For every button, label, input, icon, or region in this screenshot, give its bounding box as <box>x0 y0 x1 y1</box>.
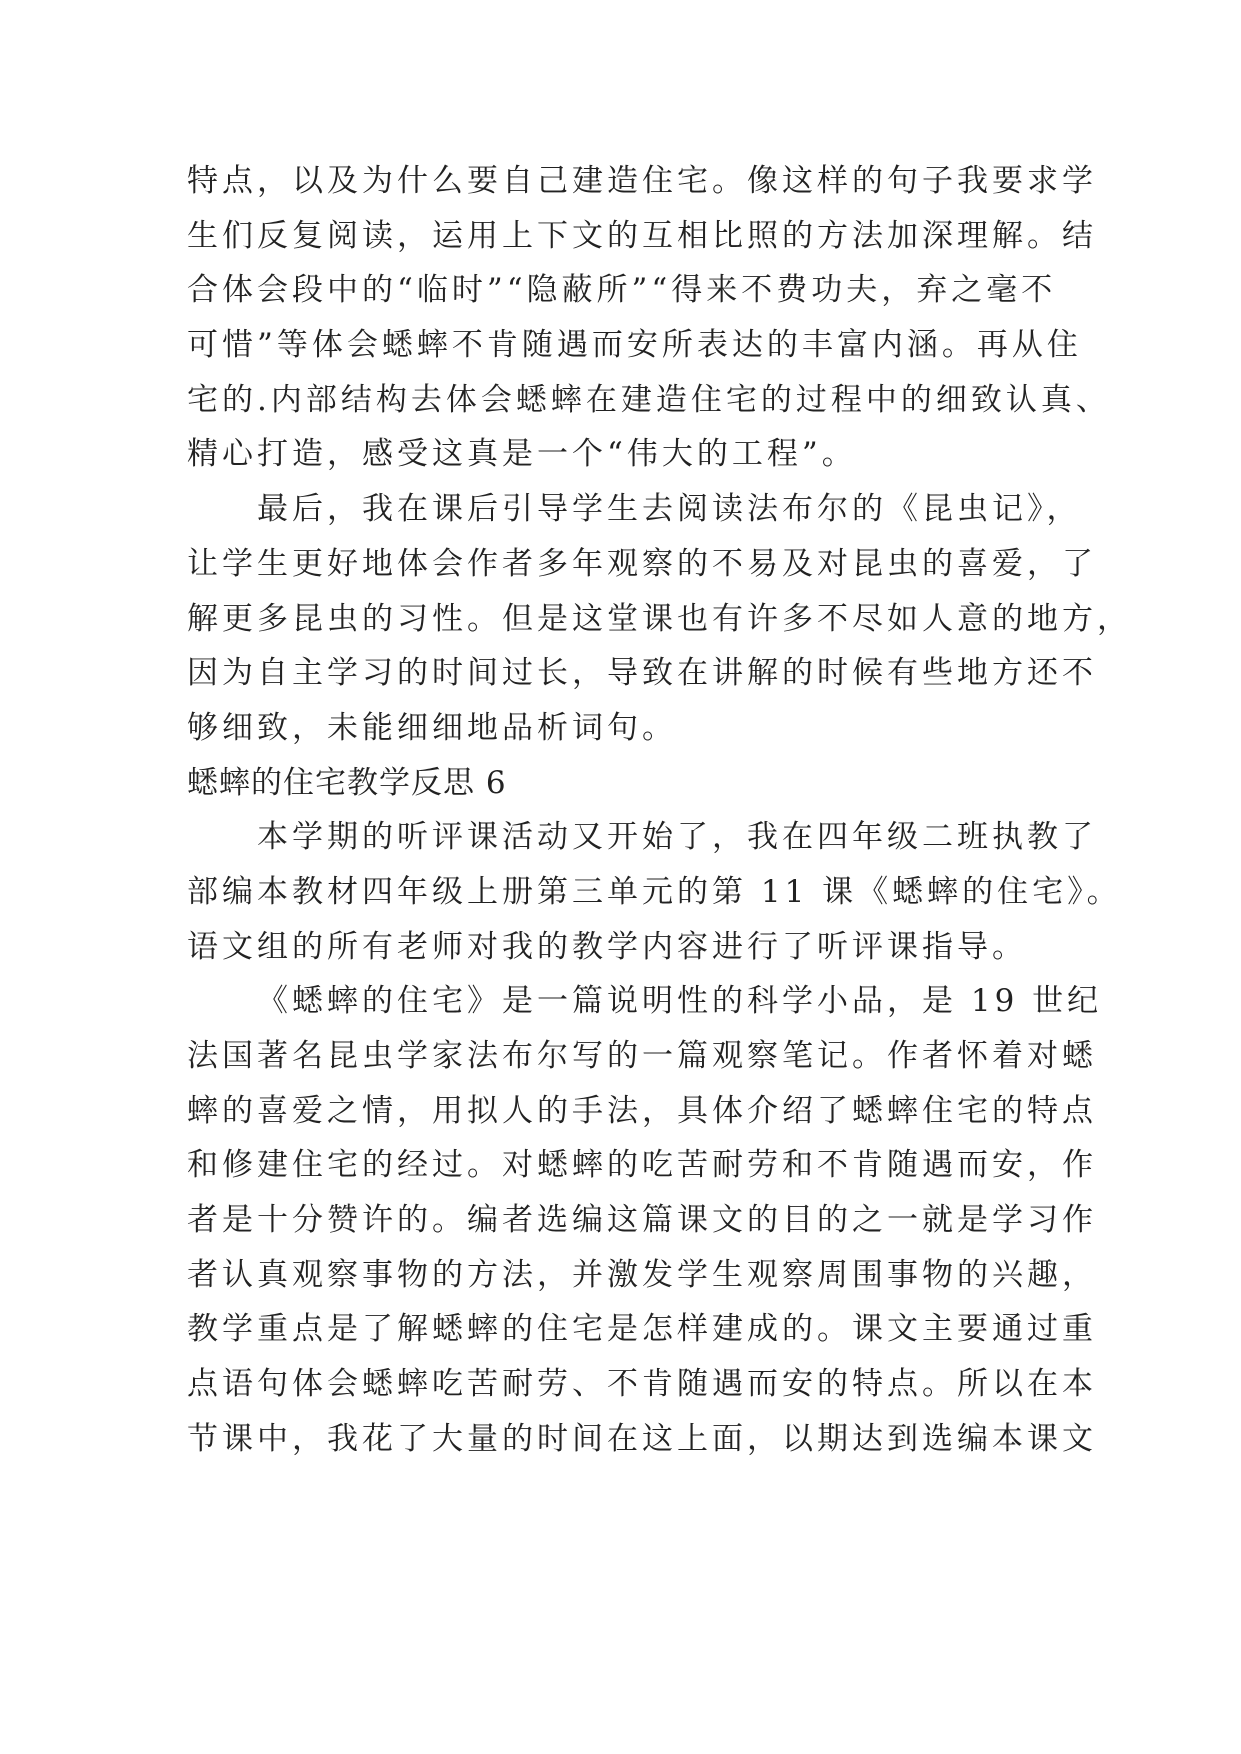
body-line: 者是十分赞许的。编者选编这篇课文的目的之一就是学习作 <box>187 1202 1097 1239</box>
body-line: 法国著名昆虫学家法布尔写的一篇观察笔记。作者怀着对蟋 <box>187 1038 1097 1074</box>
body-line: 点语句体会蟋蟀吃苦耐劳、不肯随遇而安的特点。所以在本 <box>187 1366 1097 1403</box>
section-heading: 蟋蟀的住宅教学反思 6 <box>187 764 507 801</box>
body-line: 合体会段中的“临时”“隐蔽所”“得来不费功夫，弃之毫不 <box>187 272 1057 309</box>
body-line: 节课中，我花了大量的时间在这上面，以期达到选编本课文 <box>187 1420 1097 1457</box>
paragraph-first-line: 最后，我在课后引导学生去阅读法布尔的《昆虫记》， <box>257 491 1082 528</box>
body-line: 特点，以及为什么要自己建造住宅。像这样的句子我要求学 <box>187 163 1097 199</box>
body-line: 解更多昆虫的习性。但是这堂课也有许多不尽如人意的地方， <box>187 600 1132 637</box>
body-line: 蟀的喜爱之情，用拟人的手法，具体介绍了蟋蟀住宅的特点 <box>187 1092 1097 1129</box>
body-line: 够细致，未能细细地品析词句。 <box>187 709 677 746</box>
body-line: 因为自主学习的时间过长，导致在讲解的时候有些地方还不 <box>187 655 1097 692</box>
body-line: 让学生更好地体会作者多年观察的不易及对昆虫的喜爱，了 <box>187 545 1097 582</box>
body-line: 宅的.内部结构去体会蟋蟀在建造住宅的过程中的细致认真、 <box>187 381 1111 418</box>
paragraph-first-line: 本学期的听评课活动又开始了，我在四年级二班执教了 <box>257 819 1097 856</box>
body-line: 者认真观察事物的方法，并激发学生观察周围事物的兴趣， <box>187 1256 1097 1293</box>
paragraph-first-line: 《蟋蟀的住宅》是一篇说明性的科学小品，是 19 世纪 <box>257 983 1103 1020</box>
body-line: 部编本教材四年级上册第三单元的第 11 课《蟋蟀的住宅》。 <box>187 873 1122 910</box>
body-line: 可惜”等体会蟋蟀不肯随遇而安所表达的丰富内涵。再从住 <box>187 327 1082 364</box>
body-line: 和修建住宅的经过。对蟋蟀的吃苦耐劳和不肯随遇而安，作 <box>187 1147 1097 1184</box>
body-line: 精心打造，感受这真是一个“伟大的工程”。 <box>187 436 857 473</box>
document-body <box>187 154 1132 1467</box>
body-line: 生们反复阅读，运用上下文的互相比照的方法加深理解。结 <box>187 217 1097 254</box>
body-line: 语文组的所有老师对我的教学内容进行了听评课指导。 <box>187 928 1027 965</box>
body-line: 教学重点是了解蟋蟀的住宅是怎样建成的。课文主要通过重 <box>187 1311 1097 1348</box>
